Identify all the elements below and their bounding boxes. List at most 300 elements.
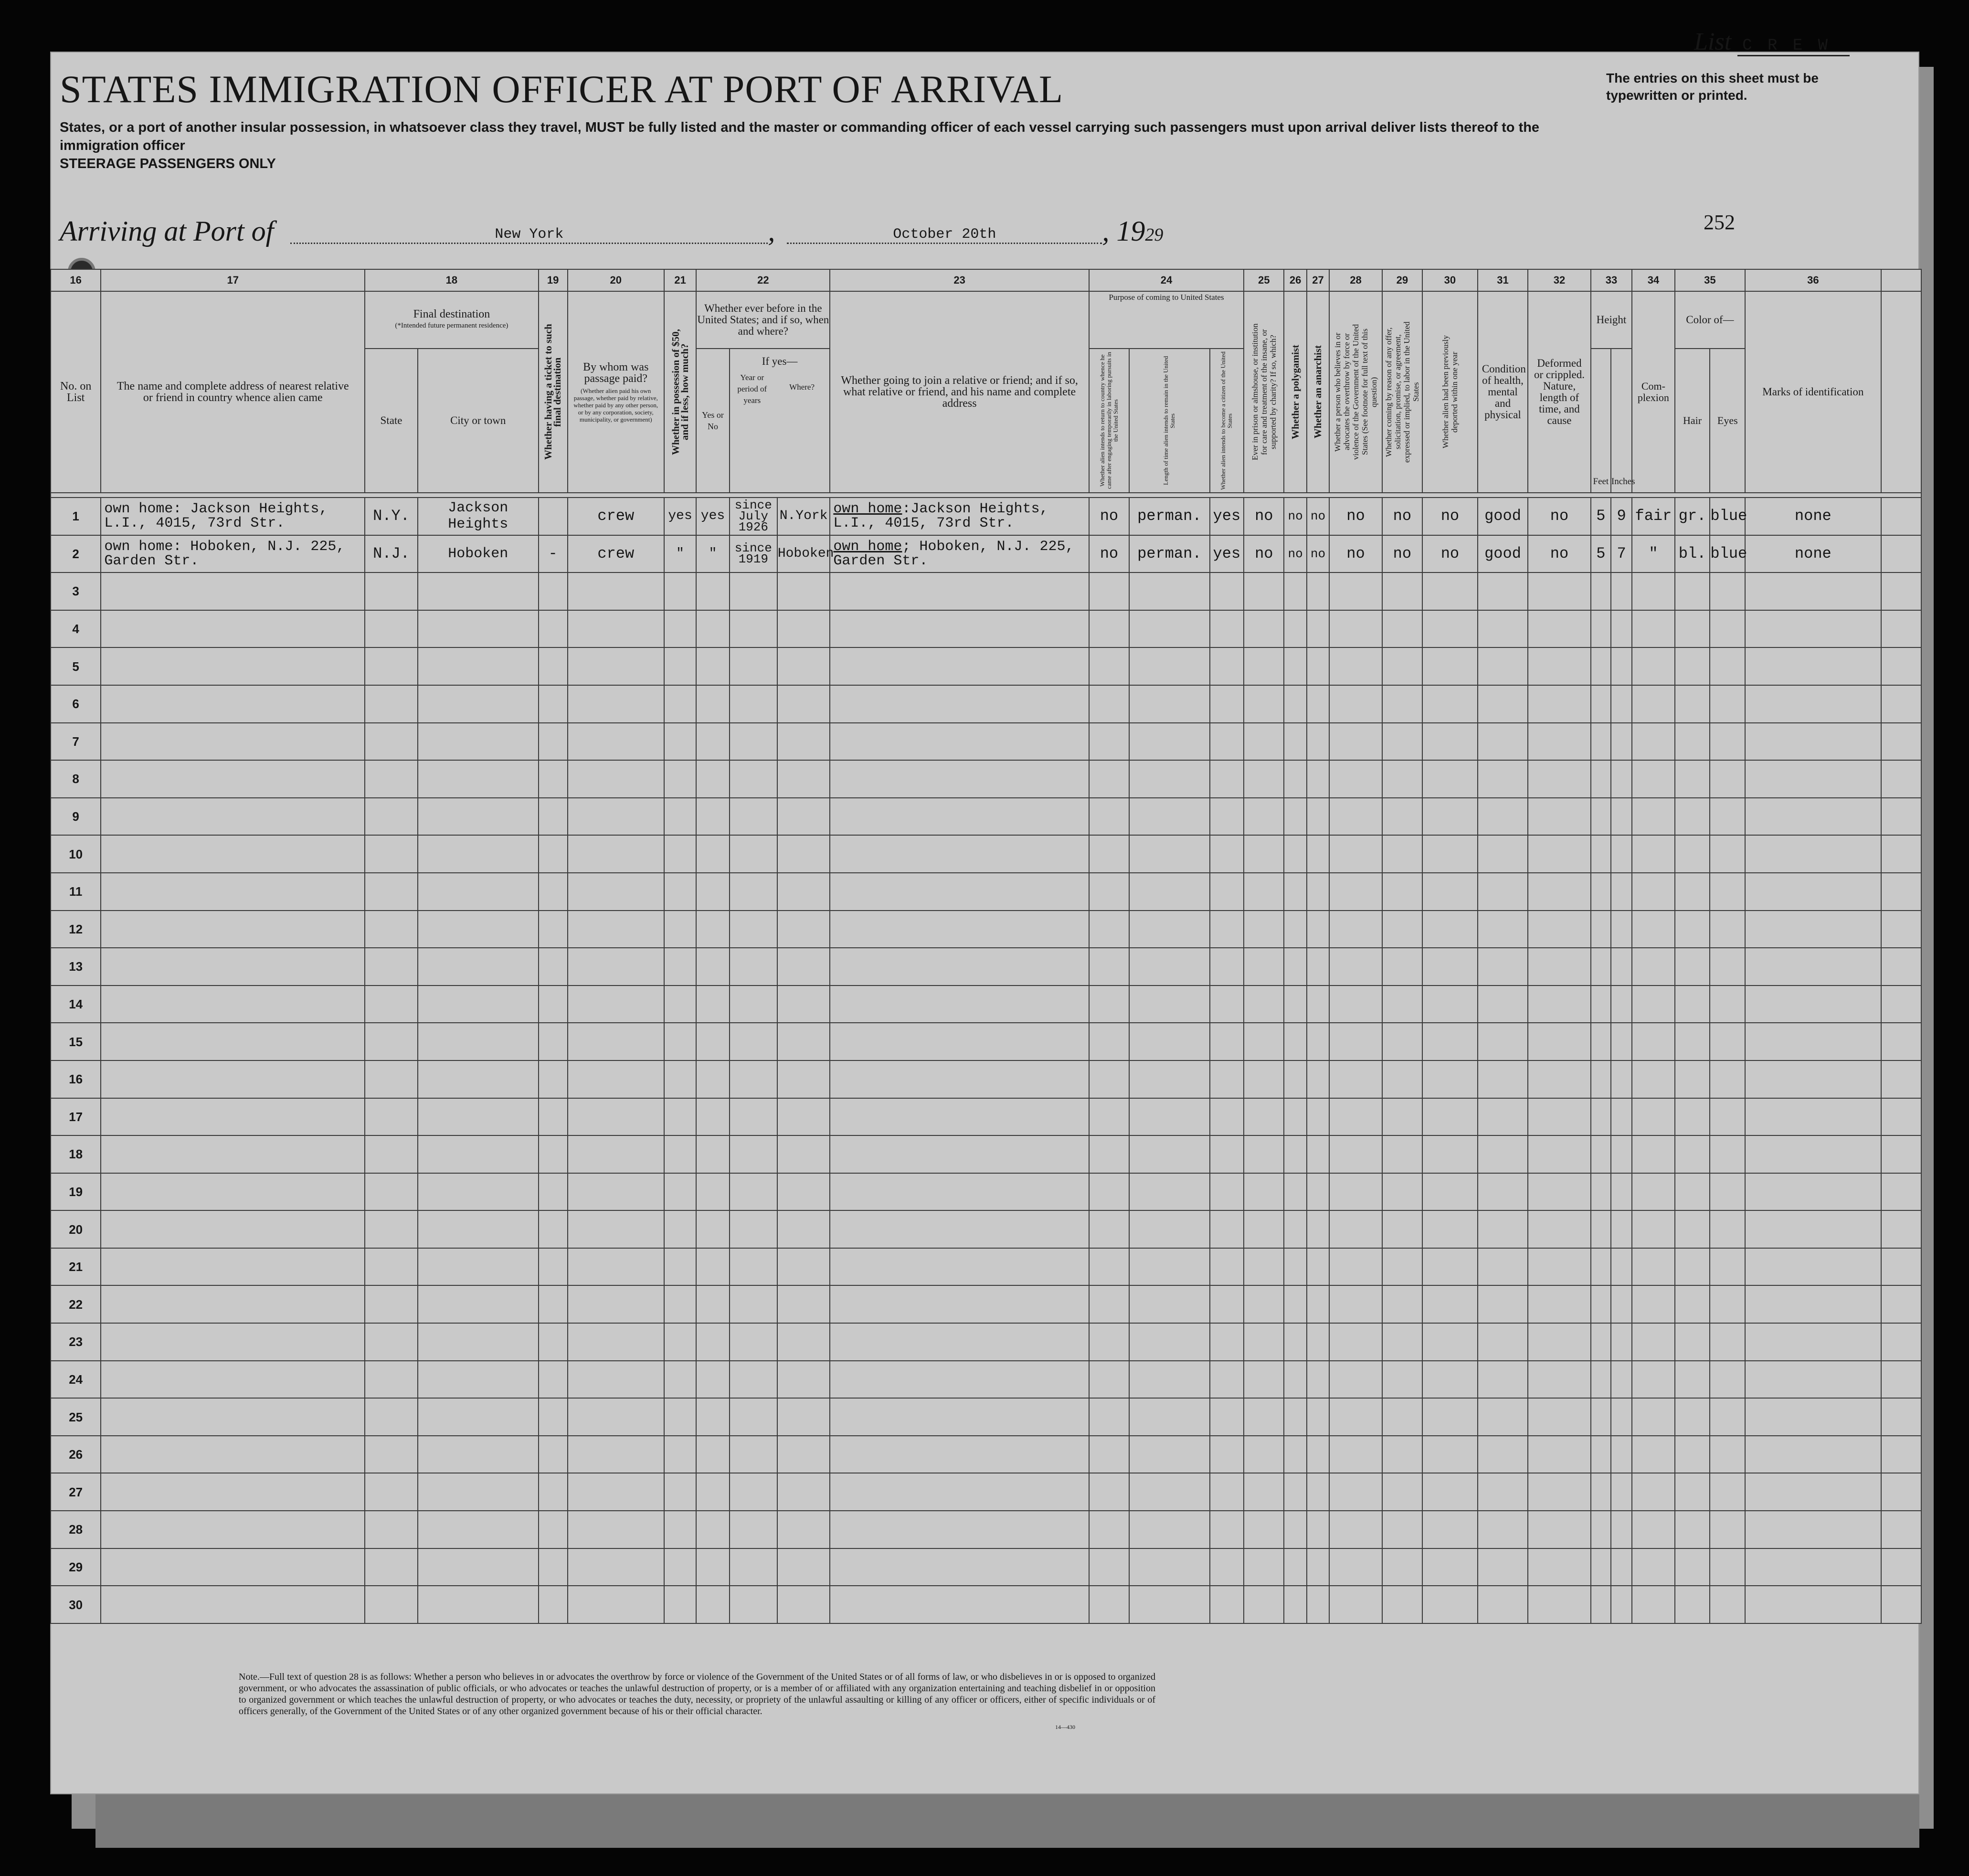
empty-cell (696, 1210, 730, 1248)
list-value: C R E W (1737, 37, 1850, 56)
empty-cell (1329, 1135, 1382, 1173)
empty-cell (365, 1135, 418, 1173)
empty-cell (664, 1436, 696, 1473)
hdr-deformed: Deformed or crippled. Nature, length of time, and cause (1528, 291, 1591, 493)
spacer-row (51, 493, 1921, 498)
col-num: 34 (1632, 269, 1675, 291)
empty-cell (1632, 1135, 1675, 1173)
empty-cell (568, 610, 664, 648)
empty-cell (101, 572, 365, 610)
empty-cell (1089, 948, 1129, 986)
arrival-port: New York (290, 226, 768, 244)
empty-cell (1284, 572, 1306, 610)
empty-cell (101, 1586, 365, 1623)
empty-cell (830, 723, 1089, 761)
empty-cell (1129, 1098, 1210, 1136)
cell-state: N.Y. (365, 498, 418, 535)
empty-cell (664, 911, 696, 948)
empty-cell (1611, 760, 1632, 798)
empty-cell (418, 723, 539, 761)
empty-cell (1675, 986, 1710, 1023)
row-number: 18 (51, 1135, 101, 1173)
empty-cell (1881, 1060, 1922, 1098)
cell-deformed: no (1528, 498, 1591, 535)
empty-cell (365, 723, 418, 761)
empty-cell (1632, 610, 1675, 648)
empty-cell (1745, 647, 1881, 685)
empty-cell (539, 1361, 568, 1399)
empty-cell (1284, 760, 1306, 798)
empty-cell (730, 1511, 777, 1548)
empty-cell (830, 1285, 1089, 1323)
empty-cell (777, 1248, 830, 1286)
empty-cell (418, 835, 539, 873)
empty-cell (568, 1586, 664, 1623)
empty-cell (1528, 723, 1591, 761)
empty-cell (539, 1210, 568, 1248)
empty-cell (777, 948, 830, 986)
empty-cell (1129, 948, 1210, 986)
empty-cell (539, 1135, 568, 1173)
empty-cell (1675, 1323, 1710, 1361)
empty-cell (730, 1248, 777, 1286)
empty-cell (1422, 1210, 1478, 1248)
empty-cell (1632, 1473, 1675, 1511)
table-row (51, 873, 1921, 911)
empty-cell (539, 1285, 568, 1323)
hdr-ticket (539, 291, 568, 493)
cell-feet: 5 (1591, 498, 1611, 535)
empty-cell (1329, 835, 1382, 873)
empty-cell (1422, 647, 1478, 685)
empty-cell (1745, 986, 1881, 1023)
col-num: 35 (1675, 269, 1745, 291)
empty-cell (1881, 1173, 1922, 1211)
empty-cell (730, 723, 777, 761)
empty-cell (1307, 1023, 1329, 1060)
empty-cell (365, 1398, 418, 1436)
empty-cell (1478, 723, 1528, 761)
empty-cell (1478, 610, 1528, 648)
empty-cell (1710, 1586, 1745, 1623)
empty-cell (1611, 1248, 1632, 1286)
empty-cell (1307, 873, 1329, 911)
cell-hair: gr. (1675, 498, 1710, 535)
empty-cell (1284, 1511, 1306, 1548)
empty-cell (1244, 1323, 1284, 1361)
empty-cell (664, 760, 696, 798)
empty-cell (830, 1248, 1089, 1286)
empty-cell (1210, 685, 1244, 723)
row-number: 21 (51, 1248, 101, 1286)
empty-cell (1129, 798, 1210, 836)
empty-cell (1329, 1248, 1382, 1286)
empty-cell (730, 1173, 777, 1211)
arrival-line: Arriving at Port of New York , October 20th , 1929 (60, 215, 1164, 247)
empty-cell (830, 911, 1089, 948)
row-number: 26 (51, 1436, 101, 1473)
empty-cell (1675, 798, 1710, 836)
empty-cell (1478, 1098, 1528, 1136)
cell-complexion: " (1632, 535, 1675, 573)
hdr-health: Condition of health, mental and physical (1478, 291, 1528, 493)
empty-cell (568, 948, 664, 986)
empty-cell (1528, 986, 1591, 1023)
empty-cell (1210, 1511, 1244, 1548)
empty-cell (730, 760, 777, 798)
col-num: 18 (365, 269, 538, 291)
hdr-final-destination-note: (*Intended future permanent residence) (395, 322, 508, 329)
table-row (51, 647, 1921, 685)
empty-cell (1528, 1023, 1591, 1060)
empty-cell (777, 1023, 830, 1060)
instructions-line-1: States, or a port of another insular possession, in whatsoever class they travel, MUST be fully listed and the master or commanding officer of each vessel carrying such passengers must upon arrival deliver lists thereof to the immigration officer (60, 120, 1540, 153)
empty-cell (730, 1285, 777, 1323)
empty-cell (1745, 1436, 1881, 1473)
empty-cell (101, 723, 365, 761)
empty-cell (365, 1285, 418, 1323)
empty-cell (696, 835, 730, 873)
empty-cell (1591, 723, 1611, 761)
empty-cell (1675, 873, 1710, 911)
empty-cell (1210, 986, 1244, 1023)
empty-cell (1089, 1023, 1129, 1060)
hdr-if-yes (730, 349, 830, 493)
empty-cell (1284, 948, 1306, 986)
empty-cell (696, 1173, 730, 1211)
row-number: 1 (51, 498, 101, 535)
empty-cell (1745, 1511, 1881, 1548)
empty-cell (1710, 1098, 1745, 1136)
empty-cell (1710, 1323, 1745, 1361)
col-num: 21 (664, 269, 696, 291)
empty-cell (696, 1511, 730, 1548)
empty-cell (1611, 835, 1632, 873)
cell-ticket: - (539, 535, 568, 573)
table-row (51, 1548, 1921, 1586)
arrival-label: Arriving at Port of (60, 215, 274, 247)
empty-cell (1478, 1323, 1528, 1361)
cell-city: Jackson Heights (418, 498, 539, 535)
empty-cell (568, 760, 664, 798)
row-number: 6 (51, 685, 101, 723)
empty-cell (1478, 1023, 1528, 1060)
empty-cell (696, 1548, 730, 1586)
empty-cell (101, 1248, 365, 1286)
empty-cell (1745, 1361, 1881, 1399)
empty-cell (1881, 1248, 1922, 1286)
cell-health: good (1478, 535, 1528, 573)
row-number: 2 (51, 535, 101, 573)
empty-cell (1611, 610, 1632, 648)
empty-cell (1528, 1436, 1591, 1473)
empty-cell (568, 572, 664, 610)
empty-cell (664, 1173, 696, 1211)
empty-cell (1745, 610, 1881, 648)
hdr-q28 (1329, 291, 1382, 493)
empty-cell (1591, 572, 1611, 610)
empty-cell (1089, 572, 1129, 610)
empty-cell (1307, 610, 1329, 648)
empty-cell (1089, 723, 1129, 761)
table-row (51, 798, 1921, 836)
table-row (51, 760, 1921, 798)
empty-cell (664, 1135, 696, 1173)
empty-cell (1591, 1586, 1611, 1623)
empty-cell (365, 685, 418, 723)
hdr-marks: Marks of identification (1745, 291, 1881, 493)
empty-cell (1210, 835, 1244, 873)
empty-cell (1591, 1548, 1611, 1586)
empty-cell (1329, 1098, 1382, 1136)
empty-cell (1591, 610, 1611, 648)
empty-cell (1591, 647, 1611, 685)
hdr-deported (1422, 291, 1478, 493)
empty-cell (539, 647, 568, 685)
empty-cell (664, 1323, 696, 1361)
empty-cell (1632, 760, 1675, 798)
empty-cell (1632, 1361, 1675, 1399)
empty-cell (1632, 1511, 1675, 1548)
empty-cell (664, 1098, 696, 1136)
table-row (51, 1436, 1921, 1473)
empty-cell (1591, 1023, 1611, 1060)
empty-cell (696, 1285, 730, 1323)
empty-cell (664, 1473, 696, 1511)
empty-cell (1675, 1586, 1710, 1623)
empty-cell (365, 1473, 418, 1511)
cell-inches: 7 (1611, 535, 1632, 573)
empty-cell (830, 1398, 1089, 1436)
hdr-contract-text: Whether coming by reason of any offer, solicitation, promise, or agreement, expressed or implied, to labor in the United States (1384, 321, 1420, 463)
empty-cell (1710, 1248, 1745, 1286)
cell-deformed: no (1528, 535, 1591, 573)
empty-cell (1210, 1060, 1244, 1098)
empty-cell (1329, 723, 1382, 761)
empty-cell (1329, 986, 1382, 1023)
empty-cell (418, 948, 539, 986)
empty-cell (1329, 1323, 1382, 1361)
empty-cell (1675, 610, 1710, 648)
empty-cell (1632, 1285, 1675, 1323)
empty-cell (1089, 1511, 1129, 1548)
empty-cell (1307, 1173, 1329, 1211)
arrival-year-prefix: 19 (1116, 215, 1145, 247)
empty-cell (1382, 1511, 1422, 1548)
empty-cell (1307, 1285, 1329, 1323)
hdr-prison-text: Ever in prison or almshouse, or institution for care and treatment of the insane, or supported by charity? If so, which? (1250, 323, 1278, 461)
empty-cell (1745, 1023, 1881, 1060)
empty-cell (696, 873, 730, 911)
empty-cell (1422, 1361, 1478, 1399)
empty-cell (418, 1285, 539, 1323)
empty-cell (1881, 1285, 1922, 1323)
empty-cell (730, 1473, 777, 1511)
empty-cell (1611, 798, 1632, 836)
empty-cell (664, 610, 696, 648)
empty-cell (664, 723, 696, 761)
empty-cell (1478, 1548, 1528, 1586)
row-number: 19 (51, 1173, 101, 1211)
empty-cell (1210, 572, 1244, 610)
empty-cell (101, 1173, 365, 1211)
empty-cell (1210, 723, 1244, 761)
empty-cell (830, 1473, 1089, 1511)
empty-cell (1632, 1210, 1675, 1248)
empty-cell (1284, 986, 1306, 1023)
empty-cell (1382, 647, 1422, 685)
empty-cell (539, 1398, 568, 1436)
empty-cell (1611, 572, 1632, 610)
empty-cell (777, 1436, 830, 1473)
empty-cell (664, 1548, 696, 1586)
empty-cell (777, 911, 830, 948)
col-num: 25 (1244, 269, 1284, 291)
empty-cell (1528, 1548, 1591, 1586)
col-num: 36 (1745, 269, 1881, 291)
empty-cell (1089, 760, 1129, 798)
empty-cell (1089, 1098, 1129, 1136)
instructions (60, 118, 1588, 173)
empty-cell (1210, 1285, 1244, 1323)
empty-cell (101, 948, 365, 986)
cell-prison: no (1244, 498, 1284, 535)
empty-cell (1129, 1548, 1210, 1586)
col-num: 26 (1284, 269, 1306, 291)
empty-cell (1244, 1586, 1284, 1623)
empty-cell (1478, 1135, 1528, 1173)
empty-cell (568, 1511, 664, 1548)
empty-cell (730, 1098, 777, 1136)
hdr-state: State (365, 349, 418, 493)
empty-cell (1284, 1323, 1306, 1361)
empty-cell (1382, 911, 1422, 948)
table-row (51, 1586, 1921, 1623)
empty-cell (1329, 760, 1382, 798)
empty-cell (1244, 647, 1284, 685)
empty-cell (830, 1436, 1089, 1473)
empty-cell (1710, 610, 1745, 648)
empty-cell (1210, 760, 1244, 798)
empty-cell (418, 1098, 539, 1136)
empty-cell (1881, 760, 1922, 798)
cell-q28: no (1329, 498, 1382, 535)
table-row (51, 1023, 1921, 1060)
empty-cell (1089, 1436, 1129, 1473)
empty-cell (1675, 1436, 1710, 1473)
empty-cell (1528, 1135, 1591, 1173)
empty-cell (1632, 1398, 1675, 1436)
cell-eyes: blue (1710, 498, 1745, 535)
empty-cell (1528, 948, 1591, 986)
cell-passage: crew (568, 535, 664, 573)
empty-cell (1881, 572, 1922, 610)
empty-cell (1244, 1098, 1284, 1136)
empty-cell (1284, 685, 1306, 723)
cell-anarchist: no (1307, 498, 1329, 535)
empty-cell (730, 1060, 777, 1098)
empty-cell (1284, 1361, 1306, 1399)
empty-cell (418, 1361, 539, 1399)
empty-cell (664, 1285, 696, 1323)
empty-cell (664, 572, 696, 610)
col-num: 23 (830, 269, 1089, 291)
empty-cell (1710, 1398, 1745, 1436)
empty-cell (418, 1210, 539, 1248)
cell-passage: crew (568, 498, 664, 535)
empty-cell (1307, 572, 1329, 610)
cell-before-yes: " (696, 535, 730, 573)
empty-cell (1307, 760, 1329, 798)
empty-cell (101, 1398, 365, 1436)
col-num: 29 (1382, 269, 1422, 291)
empty-cell (730, 1398, 777, 1436)
row-number: 29 (51, 1548, 101, 1586)
empty-cell (1881, 1586, 1922, 1623)
empty-cell (539, 1023, 568, 1060)
empty-cell (1478, 572, 1528, 610)
cell-polygamist: no (1284, 535, 1306, 573)
empty-cell (1307, 1098, 1329, 1136)
empty-cell (1422, 1586, 1478, 1623)
empty-cell (1611, 986, 1632, 1023)
empty-cell (1284, 1586, 1306, 1623)
empty-cell (1129, 1285, 1210, 1323)
empty-cell (1528, 1210, 1591, 1248)
empty-cell (1710, 1135, 1745, 1173)
hdr-purpose-b (1129, 349, 1210, 493)
col-num: 20 (568, 269, 664, 291)
empty-cell (1422, 685, 1478, 723)
empty-cell (1710, 1511, 1745, 1548)
hdr-deported-text: Whether alien had been previously deported within one year (1440, 335, 1459, 449)
row-number: 17 (51, 1098, 101, 1136)
empty-cell (1422, 835, 1478, 873)
empty-cell (568, 1023, 664, 1060)
empty-cell (1329, 647, 1382, 685)
spacer-cell (51, 493, 1921, 498)
empty-cell (1528, 1285, 1591, 1323)
empty-cell (1329, 1473, 1382, 1511)
empty-cell (365, 1098, 418, 1136)
empty-cell (1089, 685, 1129, 723)
empty-cell (365, 610, 418, 648)
cell-q28: no (1329, 535, 1382, 573)
empty-cell (1478, 948, 1528, 986)
empty-cell (1478, 1361, 1528, 1399)
empty-cell (1611, 1210, 1632, 1248)
empty-cell (1745, 1060, 1881, 1098)
join-rest: :Jackson Heights, L.I., 4015, 73rd Str. (833, 501, 1048, 532)
empty-cell (1528, 647, 1591, 685)
empty-cell (101, 1361, 365, 1399)
empty-cell (1528, 1060, 1591, 1098)
empty-cell (696, 1248, 730, 1286)
empty-cell (730, 1023, 777, 1060)
hdr-yes-or-no: Yes or No (696, 349, 730, 493)
hdr-if-yes-sub (730, 372, 830, 406)
empty-cell (539, 911, 568, 948)
table-row (51, 535, 1921, 573)
empty-cell (1632, 647, 1675, 685)
cell-health: good (1478, 498, 1528, 535)
empty-cell (365, 1548, 418, 1586)
empty-cell (1478, 647, 1528, 685)
empty-cell (1881, 1548, 1922, 1586)
col-num: 33 (1591, 269, 1632, 291)
cell-city: Hoboken (418, 535, 539, 573)
empty-cell (1210, 1210, 1244, 1248)
